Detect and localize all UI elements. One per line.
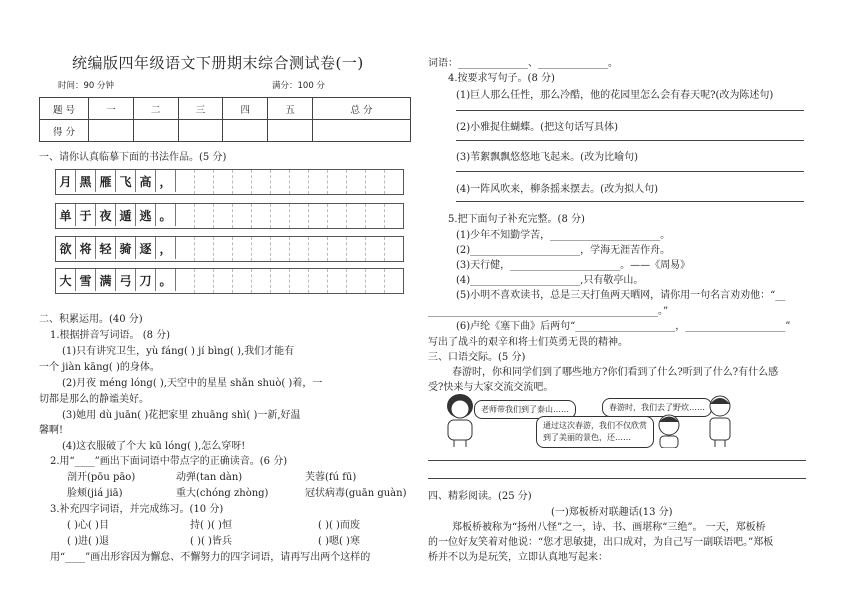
section-2-title: 二、积累运用。(40 分) <box>39 314 143 325</box>
copy-grid[interactable] <box>176 237 403 261</box>
calligraphy-char: 大 <box>56 269 76 291</box>
reading-subtitle: (一)郑板桥对联趣话(13 分) <box>551 507 673 518</box>
question-text: 写出了战斗的艰辛和将士们英勇无畏的精神。 <box>428 337 628 348</box>
page-title: 统编版四年级语文下册期末综合测试卷(一) <box>72 54 364 72</box>
score-table-cell: 二 <box>133 98 178 120</box>
idiom-blank[interactable]: 持( )( )恒 <box>190 520 232 531</box>
score-input-cell[interactable] <box>133 120 178 142</box>
speech-bubble: 春游时，我们去了野炊…… <box>602 398 712 417</box>
score-table-cell: 四 <box>223 98 268 120</box>
calligraphy-char: 满 <box>96 269 116 291</box>
score-table-cell: 三 <box>178 98 223 120</box>
calligraphy-char: 单 <box>56 204 76 226</box>
idiom-blank[interactable]: ( )心( )目 <box>67 520 109 531</box>
question-text: 春游时，你和同学们到了哪些地方?你们看到了什么?听到了什么?有什么感 <box>452 367 779 378</box>
question-text: (4)这衣服破了个大 kū lóng( ),怎么穿呀! <box>62 441 246 452</box>
bubble-line: 通过这次春游，我们不仅欣赏 <box>543 421 647 430</box>
answer-line[interactable] <box>428 478 806 479</box>
bubble-line: 到了美丽的景色，还…… <box>543 433 631 442</box>
exam-time: 时间：90 分钟 <box>58 81 115 91</box>
boy-illustration <box>652 412 686 448</box>
pinyin-option[interactable]: 剖开(pōu pāo) <box>67 472 136 483</box>
question-5-title: 5.把下面句子补充完整。(8 分) <box>448 214 585 225</box>
boy-illustration <box>702 392 738 448</box>
calligraphy-char: 雪 <box>76 269 96 291</box>
score-table-header-row <box>40 98 411 120</box>
question-text: (5)小明不喜欢读书，总是三天打鱼两天晒网，请你用一句名言劝劝他：“__ <box>456 290 786 301</box>
score-input-cell[interactable] <box>312 120 410 142</box>
answer-line[interactable] <box>456 171 804 172</box>
calligraphy-char: 遁 <box>116 204 136 226</box>
question-text: (6)卢纶《塞下曲》后两句“____________________，____________________” <box>456 321 791 332</box>
copy-grid[interactable] <box>176 204 403 228</box>
question-1-title: 1.根据拼音写词语。 (8 分) <box>50 330 171 341</box>
question-text: ______________________________________________。” <box>428 306 669 317</box>
calligraphy-char: 欲 <box>56 237 76 259</box>
full-score: 满分：100 分 <box>272 81 325 91</box>
score-table-cell: 题 号 <box>40 98 89 120</box>
question-text: (2)______________________，学海无涯苦作舟。 <box>456 245 671 256</box>
calligraphy-row <box>55 236 404 262</box>
answer-line[interactable] <box>456 110 804 111</box>
reading-paragraph: 桥并不以为是玩笑，立即认真地写起来： <box>428 552 608 563</box>
calligraphy-char: 雁 <box>96 170 116 192</box>
pinyin-option[interactable]: 重大(chóng zhòng) <box>176 488 269 499</box>
calligraphy-char: 逃 <box>136 204 156 226</box>
idiom-blank[interactable]: ( )嗯( )寒 <box>318 536 360 547</box>
calligraphy-char: 高 <box>136 170 156 192</box>
calligraphy-char: ， <box>156 237 176 259</box>
answer-line[interactable] <box>428 460 806 461</box>
score-table-cell: 一 <box>89 98 134 120</box>
calligraphy-char: 将 <box>76 237 96 259</box>
pinyin-option[interactable]: 脸颊(jiá jiā) <box>67 488 123 499</box>
question-2-title: 2.用“____”画出下面词语中带点字的正确读音。(6 分) <box>50 456 288 467</box>
score-table <box>39 97 411 142</box>
calligraphy-row <box>55 203 404 229</box>
question-text: (2)月夜 méng lóng( ),天空中的星星 shǎn shuò( )着，一 <box>62 378 323 389</box>
idiom-blank[interactable]: ( )( )而废 <box>318 520 360 531</box>
section-3-title: 三、口语交际。(5 分) <box>428 352 526 363</box>
score-table-cell: 总 分 <box>312 98 410 120</box>
section-4-title: 四、精彩阅读。(25 分) <box>428 491 532 502</box>
question-text: (4)______________________,只有敬亭山。 <box>456 275 644 286</box>
answer-line[interactable] <box>456 140 804 141</box>
calligraphy-row <box>55 169 404 195</box>
speech-bubble <box>536 416 654 448</box>
answer-line[interactable] <box>456 201 804 202</box>
pinyin-option[interactable]: 动弹(tan dàn) <box>176 472 243 483</box>
question-3-title: 3.补充四字词语，并完成练习。(10 分) <box>50 504 224 515</box>
calligraphy-char: 弓 <box>116 269 136 291</box>
section-1-title: 一、请你认真临摹下面的书法作品。(5 分) <box>39 152 227 163</box>
girl-illustration <box>440 392 480 448</box>
question-text: (1)少年不知勤学苦，______________________。 <box>456 230 671 241</box>
speech-bubble: 老师带我们到了泰山…… <box>474 400 576 419</box>
question-text: (1)只有讲究卫生，yù fáng( ) jí bìng( ),我们才能有 <box>62 346 295 357</box>
copy-grid[interactable] <box>176 170 403 194</box>
calligraphy-char: 月 <box>56 170 76 192</box>
calligraphy-char: 。 <box>156 269 176 291</box>
pinyin-option[interactable]: 冠状病毒(guān guàn) <box>305 488 407 499</box>
pinyin-option[interactable]: 芙蓉(fú fū) <box>305 472 357 483</box>
question-text: (4)一阵风吹来，柳条摇来摆去。(改为拟人句) <box>456 184 658 195</box>
question-text: 馨啊! <box>39 425 64 436</box>
calligraphy-char: 逐 <box>136 237 156 259</box>
question-text: (3)苇絮飘飘悠悠地飞起来。(改为比喻句) <box>456 152 638 163</box>
question-text: 用“____”画出形容因为懈怠、不懈努力的四字词语，请再写出两个这样的 <box>50 552 371 563</box>
score-input-cell[interactable] <box>178 120 223 142</box>
reading-paragraph: 的一位好友笑着对他说：“您才思敏捷，出口成对，为自己写一副联语吧。”郑板 <box>428 537 774 548</box>
calligraphy-char: ， <box>156 170 176 192</box>
calligraphy-char: 飞 <box>116 170 136 192</box>
calligraphy-char: 黑 <box>76 170 96 192</box>
score-table-cell: 得 分 <box>40 120 89 142</box>
calligraphy-row <box>55 268 404 294</box>
question-4-title: 4.按要求写句子。(8 分) <box>448 73 555 84</box>
calligraphy-char: 轻 <box>96 237 116 259</box>
question-text: (3)天行健，______________________。——《周易》 <box>456 260 691 271</box>
score-table-score-row <box>40 120 411 142</box>
score-input-cell[interactable] <box>223 120 268 142</box>
calligraphy-char: 骑 <box>116 237 136 259</box>
calligraphy-char: 刀 <box>136 269 156 291</box>
question-text: (1)巨人那么任性，那么冷酷，他的花园里怎么会有春天呢?(改为陈述句) <box>456 90 774 101</box>
calligraphy-char: 夜 <box>96 204 116 226</box>
question-text: (3)她用 dù juān( )花把家里 zhuāng shì( )一新,好温 <box>62 410 301 421</box>
score-input-cell[interactable] <box>89 120 134 142</box>
question-text: 受?快来与大家交流交流吧。 <box>428 382 554 393</box>
score-input-cell[interactable] <box>268 120 313 142</box>
idiom-blank[interactable]: ( )进( )退 <box>67 536 109 547</box>
question-text: 一个 jiàn kāng( )的身体。 <box>39 362 160 373</box>
question-text: 切都是那么的静谧美好。 <box>39 394 149 405</box>
question-text: (2)小雅捉住蝴蝶。(把这句话写具体) <box>456 122 618 133</box>
idiom-blank[interactable]: ( )( )皆兵 <box>190 536 232 547</box>
reading-paragraph: 郑板桥被称为“扬州八怪”之一，诗、书、画堪称“三绝”。 一天，郑板桥 <box>452 522 766 533</box>
question-text: 词语：______________、______________。 <box>428 58 618 69</box>
calligraphy-char: 于 <box>76 204 96 226</box>
copy-grid[interactable] <box>176 269 403 293</box>
calligraphy-char: 。 <box>156 204 176 226</box>
score-table-cell: 五 <box>268 98 313 120</box>
